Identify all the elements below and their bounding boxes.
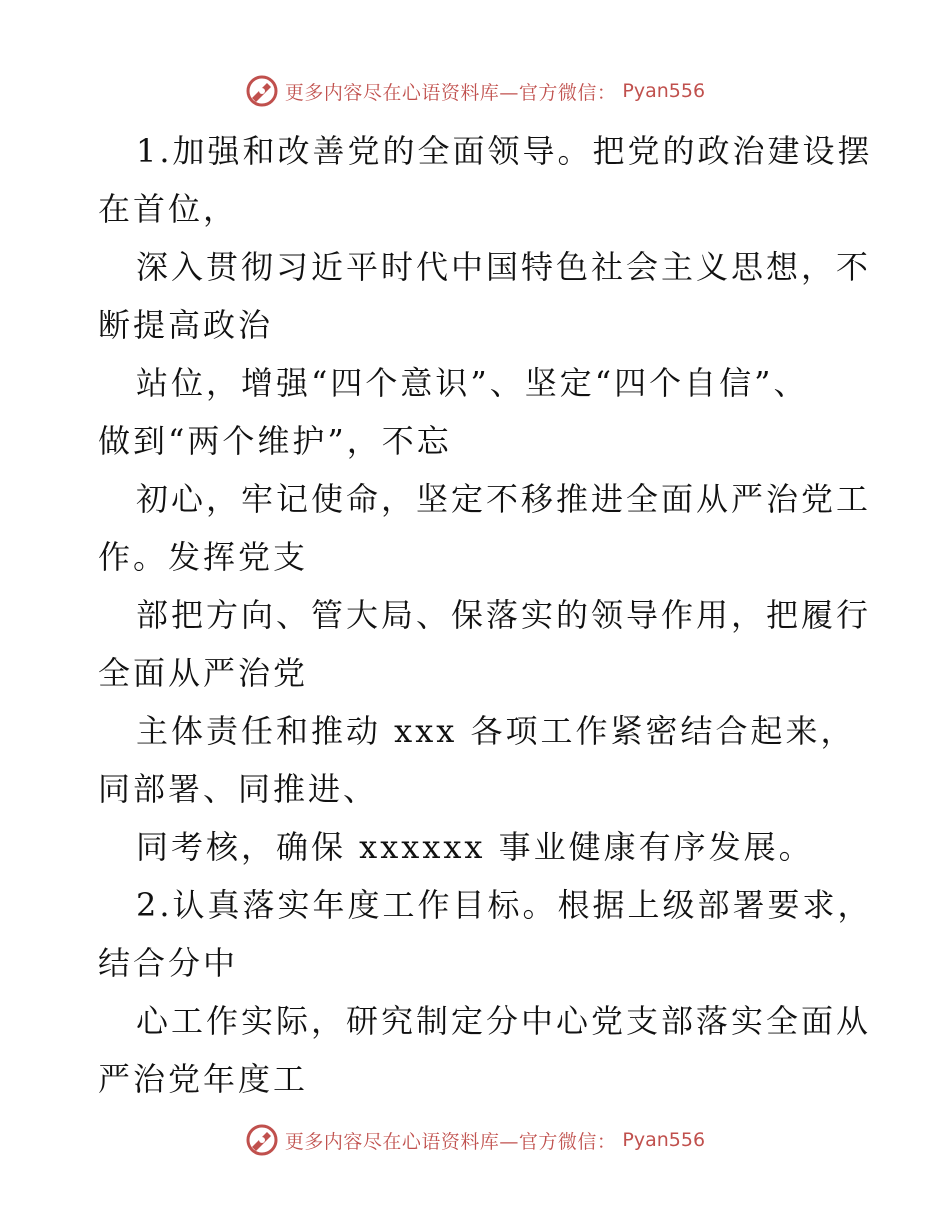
text-line: 主体责任和推动 xxx 各项工作紧密结合起来， [136, 712, 856, 750]
footer-watermark [0, 1120, 950, 1160]
pen-logo-icon [245, 1123, 279, 1157]
document-body [98, 122, 873, 1108]
text-line: 2.认真落实年度工作目标。根据上级部署要求， [136, 886, 873, 924]
header-watermark [0, 71, 950, 111]
text-line: 断提高政治 [98, 306, 274, 344]
text-line: 在首位， [98, 190, 239, 228]
text-line: 全面从严治党 [98, 654, 309, 692]
text-line: 心工作实际，研究制定分中心党支部落实全面从 [136, 1002, 872, 1040]
text-line: 结合分中 [98, 944, 239, 982]
watermark-handle: Pyan556 [622, 80, 706, 102]
text-line: 站位，增强“四个意识”、坚定“四个自信”、 [136, 364, 809, 402]
text-line: 做到“两个维护”，不忘 [98, 422, 452, 460]
text-line: 部把方向、管大局、保落实的领导作用，把履行 [136, 596, 872, 634]
text-line: 同部署、同推进、 [98, 770, 379, 808]
text-line: 深入贯彻习近平时代中国特色社会主义思想，不 [136, 248, 872, 286]
text-line: 同考核，确保 xxxxxx 事业健康有序发展。 [136, 828, 814, 866]
watermark-text: 更多内容尽在心语资料库—官方微信： [284, 1130, 617, 1153]
watermark-text: 更多内容尽在心语资料库—官方微信： [284, 81, 617, 104]
watermark-handle: Pyan556 [622, 1129, 706, 1151]
text-line: 作。发挥党支 [98, 538, 309, 576]
text-line: 1.加强和改善党的全面领导。把党的政治建设摆 [136, 132, 873, 170]
pen-logo-icon [245, 74, 279, 108]
text-line: 严治党年度工 [98, 1060, 309, 1098]
text-line: 初心，牢记使命，坚定不移推进全面从严治党工 [136, 480, 872, 518]
